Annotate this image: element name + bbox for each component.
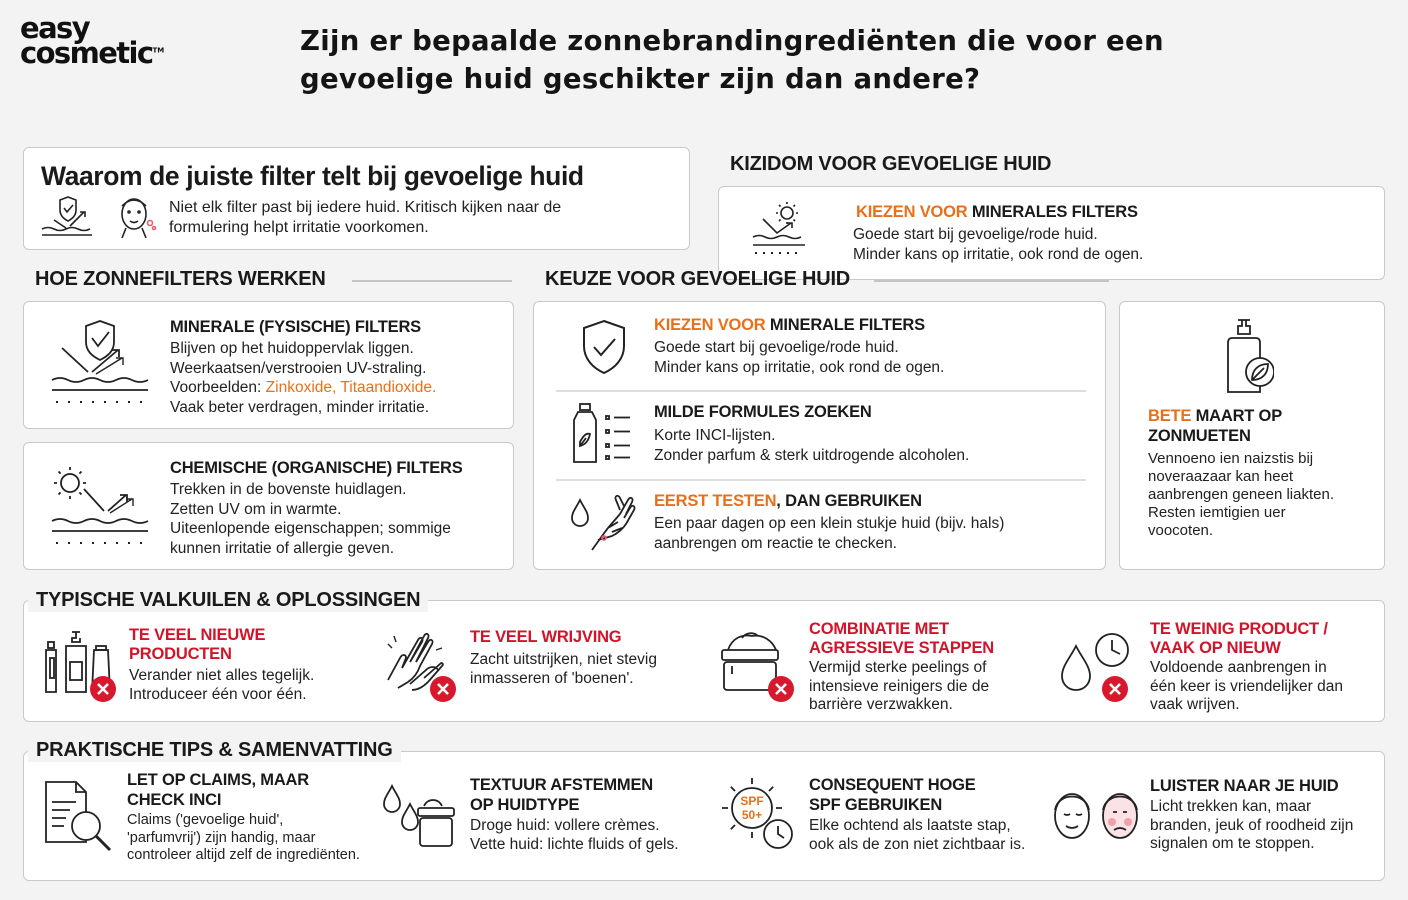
page-title-line-1: Zijn er bepaalde zonnebrandingrediënten die voor een xyxy=(300,25,1164,57)
side-tip-line-2: noveraazaar kan heet xyxy=(1148,468,1294,485)
pitfall-1-line-2: Introduceer één voor één. xyxy=(129,686,307,703)
pitfall-3-heading: COMBINATIE MET AGRESSIEVE STAPPEN xyxy=(809,620,994,657)
chemical-filter-card xyxy=(23,442,514,570)
pitfall-1-heading: TE VEEL NIEUWE PRODUCTEN xyxy=(129,626,266,663)
tip-2-line-1: Droge huid: vollere crèmes. xyxy=(470,817,660,834)
logo-line-1: easy xyxy=(20,11,90,45)
logo-trademark: TM xyxy=(152,45,165,54)
face-sensitive-icon xyxy=(114,192,158,240)
spf-label-2: 50+ xyxy=(741,808,763,822)
side-tip-line-3: aanbrengen geneen liakten. xyxy=(1148,486,1334,503)
pitfall-4-line-3: vaak wrijven. xyxy=(1150,696,1240,713)
logo-line-2: cosmetic™ xyxy=(20,35,165,70)
brand-logo xyxy=(20,11,190,70)
side-tip-line-4: Resten iemtigien uer xyxy=(1148,504,1286,521)
pitfall-2-text xyxy=(470,650,657,688)
tip-1-line-1: Claims ('gevoelige huid', xyxy=(127,812,284,828)
choice-card xyxy=(533,301,1106,570)
pitfall-2-line-2: inmasseren of 'boenen'. xyxy=(470,670,634,687)
pitfall-1-line-1: Verander niet alles tegelijk. xyxy=(129,667,315,684)
example-zinc-oxide: Zinkoxide xyxy=(265,379,333,396)
mineral-line-3: Voorbeelden: Zinkoxide, Titaandioxide. xyxy=(170,379,437,396)
tips-section-title: PRAKTISCHE TIPS & SAMENVATTING xyxy=(28,739,401,762)
tip-4-heading: LUISTER NAAR JE HUID xyxy=(1150,777,1339,795)
kizidom-line-1: Goede start bij gevoelige/rode huid. xyxy=(853,226,1098,243)
choice-item-3-line-1: Een paar dagen op een klein stukje huid (bijv. hals) xyxy=(654,515,1005,532)
choice-divider-1 xyxy=(556,390,1086,392)
pump-bottle-leaf-icon xyxy=(1224,316,1274,396)
side-tip-heading: BETE MAART OP ZONMUETEN xyxy=(1148,407,1282,445)
kizidom-section-title: KIZIDOM VOOR GEVOELIGE HUID xyxy=(730,153,1052,175)
choice-divider-2 xyxy=(556,479,1086,481)
tip-3-line-1: Elke ochtend als laatste stap, xyxy=(809,817,1011,834)
document-magnifier-icon xyxy=(40,776,116,856)
choice-item-2-line-2: Zonder parfum & sterk uitdrogende alcoholen. xyxy=(654,446,970,464)
side-tip-text xyxy=(1148,450,1334,540)
tip-4-line-1: Licht trekken kan, maar xyxy=(1150,798,1312,815)
choice-item-2-text xyxy=(654,426,969,465)
choice-item-3-text xyxy=(654,514,1004,553)
drops-jar-icon xyxy=(380,782,460,852)
patch-test-arm-icon xyxy=(568,492,638,554)
page-title-line-2: gevoelige huid geschikter zijn dan andere? xyxy=(300,63,981,95)
pitfall-3-text xyxy=(809,659,989,715)
pitfall-4-heading: TE WEINIG PRODUCT / VAAK OP NIEUW xyxy=(1150,620,1328,657)
chemical-filter-heading: CHEMISCHE (ORGANISCHE) FILTERS xyxy=(170,459,463,477)
choice-item-3-heading: EERST TESTEN, DAN GEBRUIKEN xyxy=(654,492,922,510)
faces-comparison-icon xyxy=(1050,782,1146,850)
tip-1-line-3: controleer altijd zelf de ingrediënten. xyxy=(127,847,360,863)
tip-3-line-2: ook als de zon niet zichtbaar is. xyxy=(809,835,1026,853)
sun-reflect-icon xyxy=(749,199,809,261)
why-line-1: Niet elk filter past bij iedere huid. Kritisch kijken naar de xyxy=(169,199,562,216)
choice-item-1-text xyxy=(654,338,944,377)
choice-section-rule xyxy=(874,280,1109,282)
example-titanium-dioxide: Titaandioxide xyxy=(340,379,432,396)
pitfalls-section-title: TYPISCHE VALKUILEN & OPLOSSINGEN xyxy=(28,589,428,612)
mineral-filter-heading: MINERALE (FYSISCHE) FILTERS xyxy=(170,318,421,336)
tip-4-text xyxy=(1150,798,1353,854)
kizidom-text xyxy=(853,225,1143,264)
spf-sun-clock-icon xyxy=(718,774,798,854)
bottle-list-icon xyxy=(572,402,634,466)
why-filter-card xyxy=(23,147,690,250)
pitfall-4-text xyxy=(1150,659,1343,715)
tip-4-line-3: signalen om te stoppen. xyxy=(1150,835,1315,852)
chemical-line-1: Trekken in de bovenste huidlagen. xyxy=(170,481,407,498)
pitfall-3-line-1: Vermijd sterke peelings of xyxy=(809,659,987,676)
pitfall-3-line-3: barrière verzwakken. xyxy=(809,696,953,713)
mineral-line-2: Weerkaatsen/verstrooien UV-straling. xyxy=(170,359,427,377)
spf-label-1: SPF xyxy=(740,794,764,808)
side-tip-line-5: voocoten. xyxy=(1148,522,1214,539)
tip-4-line-2: branden, jeuk of roodheid zijn xyxy=(1150,816,1354,834)
choice-section-title: KEUZE VOOR GEVOELIGE HUID xyxy=(545,268,851,290)
side-tip-line-1: Vennoeno ien naizstis bij xyxy=(1148,450,1314,467)
chemical-filter-text xyxy=(170,480,451,558)
mineral-filter-card xyxy=(23,301,514,429)
mineral-line-1: Blijven op het huidoppervlak liggen. xyxy=(170,340,414,357)
page-title xyxy=(300,22,1200,98)
tip-1-line-2: 'parfumvrij') zijn handig, maar xyxy=(127,829,316,846)
how-section-title: HOE ZONNEFILTERS WERKEN xyxy=(35,268,326,290)
pitfall-4-line-2: één keer is vriendelijker dan xyxy=(1150,677,1343,695)
why-filter-heading: Waarom de juiste filter telt bij gevoelige huid xyxy=(41,161,584,191)
x-icon-4 xyxy=(1102,676,1128,702)
why-line-2: formulering helpt irritatie voorkomen. xyxy=(169,218,429,236)
choice-item-2-heading: MILDE FORMULES ZOEKEN xyxy=(654,403,872,421)
pitfall-2-line-1: Zacht uitstrijken, niet stevig xyxy=(470,651,657,668)
choice-item-1-heading: KIEZEN VOOR MINERALE FILTERS xyxy=(654,316,925,334)
choice-item-3-line-2: aanbrengen om reactie te checken. xyxy=(654,534,897,552)
tip-1-text xyxy=(127,812,360,865)
pitfall-1-text xyxy=(129,666,314,704)
tip-3-heading: CONSEQUENT HOGE SPF GEBRUIKEN xyxy=(809,776,976,814)
mineral-shield-icon xyxy=(48,318,152,410)
kizidom-card xyxy=(718,186,1385,280)
tip-1-heading: LET OP CLAIMS, MAAR CHECK INCI xyxy=(127,771,309,809)
chemical-line-4: kunnen irritatie of allergie geven. xyxy=(170,539,395,557)
tip-2-text xyxy=(470,817,679,854)
why-filter-text xyxy=(169,198,561,237)
tip-3-text xyxy=(809,817,1025,854)
tip-2-line-2: Vette huid: lichte fluids of gels. xyxy=(470,835,679,853)
pitfall-3-line-2: intensieve reinigers die de xyxy=(809,677,990,695)
choice-item-1-line-1: Goede start bij gevoelige/rode huid. xyxy=(654,339,899,356)
mineral-filter-text xyxy=(170,339,436,417)
mineral-line-4: Vaak beter verdragen, minder irritatie. xyxy=(170,398,430,416)
chemical-line-3: Uiteenlopende eigenschappen; sommige xyxy=(170,520,451,537)
pitfall-2-heading: TE VEEL WRIJVING xyxy=(470,628,622,646)
chemical-sun-icon xyxy=(48,461,152,553)
kizidom-line-2: Minder kans op irritatie, ook rond de ogen. xyxy=(853,245,1144,263)
x-icon-2 xyxy=(430,676,456,702)
how-section-rule xyxy=(352,280,512,282)
chemical-line-2: Zetten UV om in warmte. xyxy=(170,500,342,518)
choice-item-1-line-2: Minder kans op irritatie, ook rond de ogen. xyxy=(654,358,945,376)
x-icon-1 xyxy=(90,676,116,702)
kizidom-heading: KIEZEN VOOR MINERALES FILTERS xyxy=(856,203,1138,221)
x-icon-3 xyxy=(768,676,794,702)
pitfall-4-line-1: Voldoende aanbrengen in xyxy=(1150,659,1327,676)
tip-2-heading: TEXTUUR AFSTEMMEN OP HUIDTYPE xyxy=(470,776,653,814)
shield-waves-icon xyxy=(40,196,94,238)
choice-item-2-line-1: Korte INCI-lijsten. xyxy=(654,427,776,444)
shield-check-icon xyxy=(578,318,630,376)
side-tip-card xyxy=(1119,301,1385,570)
